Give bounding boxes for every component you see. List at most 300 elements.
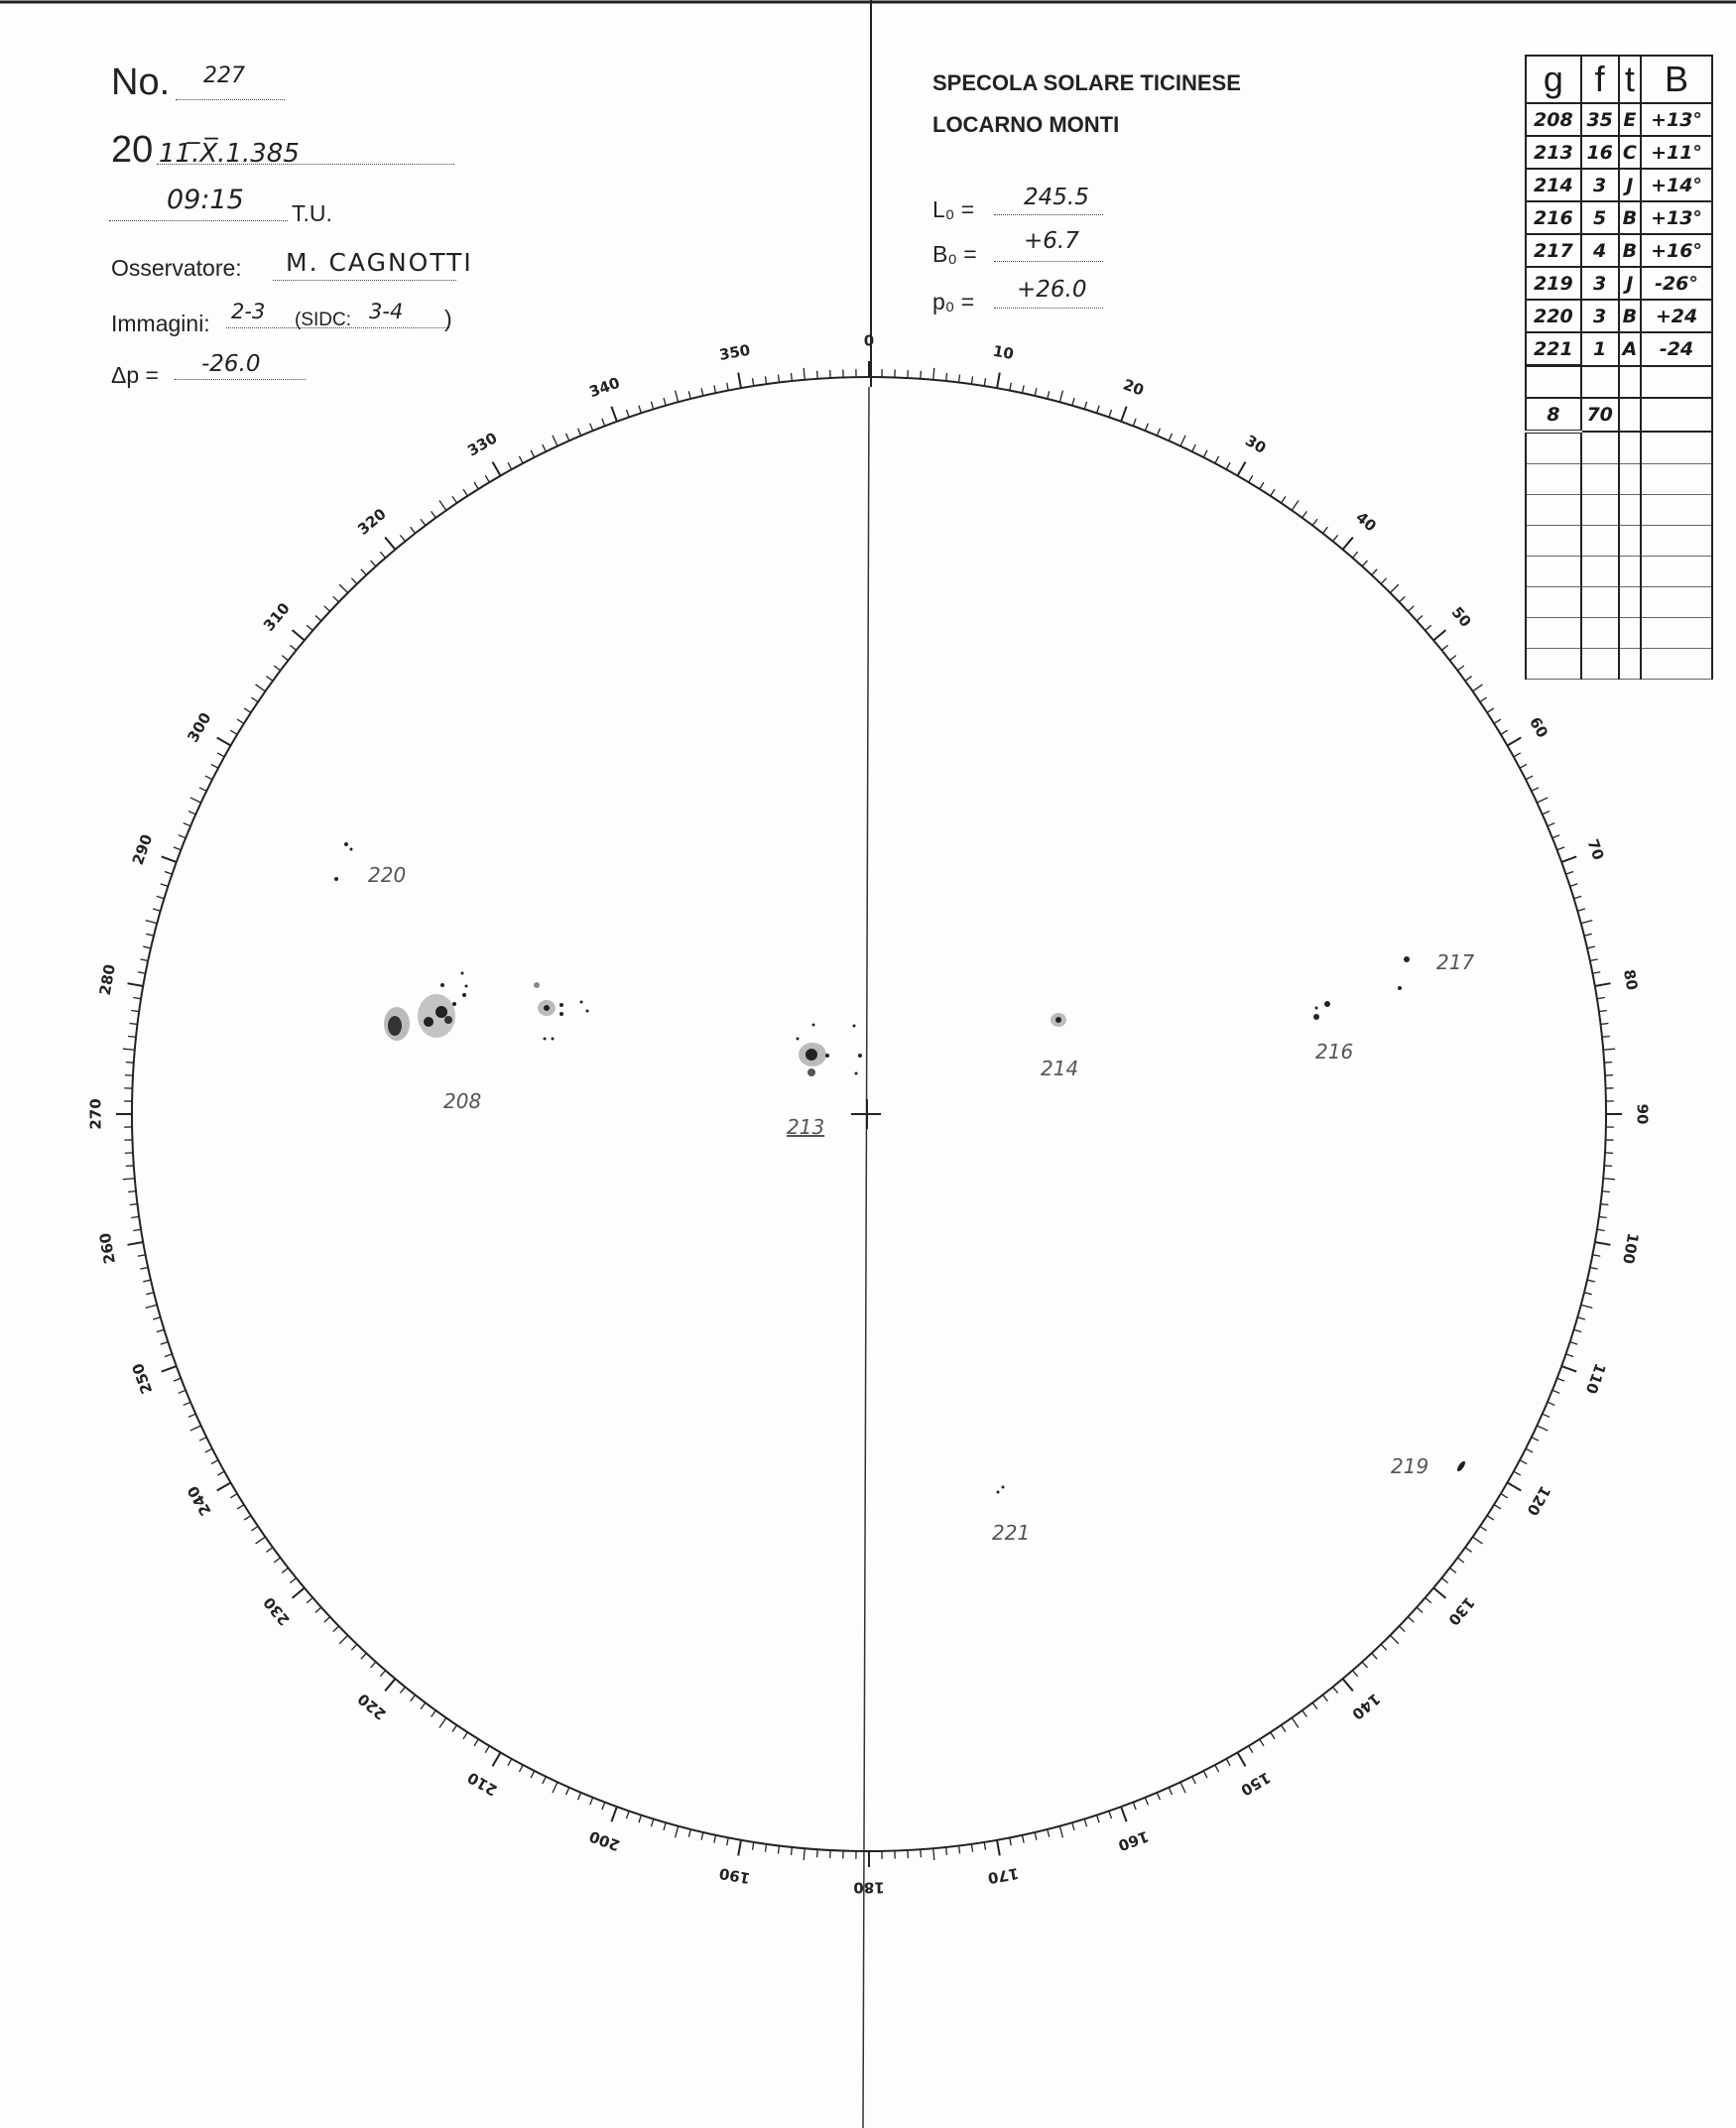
degree-tick [282, 656, 288, 661]
degree-label: 310 [259, 599, 294, 635]
degree-tick [351, 1644, 357, 1650]
degree-tick [123, 1179, 135, 1180]
degree-tick [1238, 1752, 1246, 1766]
degree-tick [130, 1204, 138, 1205]
degree-tick [188, 1414, 195, 1417]
cell-t: J [1619, 267, 1641, 300]
cell-b: +14° [1641, 169, 1712, 201]
degree-label: 100 [1619, 1231, 1643, 1266]
degree-tick [1352, 552, 1357, 558]
degree-tick [714, 1835, 716, 1843]
col-header-t: t [1619, 56, 1641, 103]
degree-tick [933, 1848, 934, 1860]
degree-tick [1543, 812, 1550, 814]
sunspot-group-221-marks [997, 1486, 1005, 1494]
sidc-value: 3-4 [369, 300, 404, 323]
degree-tick [1473, 685, 1483, 691]
degree-tick [290, 1578, 296, 1583]
degree-tick [1312, 519, 1317, 525]
l0-value: 245.5 [1024, 185, 1089, 210]
degree-tick [971, 1844, 972, 1852]
degree-tick [553, 1782, 558, 1793]
observatory-location: LOCARNO MONTI [932, 112, 1120, 137]
degree-tick [315, 615, 321, 620]
degree-tick [1494, 719, 1501, 723]
degree-tick [1473, 1537, 1483, 1544]
degree-label: 280 [95, 962, 119, 997]
cell-g: 220 [1526, 300, 1581, 332]
degree-tick [1587, 946, 1595, 948]
degree-tick [1487, 708, 1494, 712]
degree-tick [1441, 1578, 1447, 1583]
degree-tick [179, 835, 186, 838]
degree-tick [130, 1023, 138, 1024]
degree-tick [1441, 645, 1447, 650]
degree-tick [184, 823, 190, 826]
degree-tick [1599, 1216, 1607, 1217]
degree-label: 50 [1447, 603, 1475, 631]
degree-tick [946, 1847, 947, 1855]
degree-tick [293, 630, 305, 640]
degree-tick [1602, 1191, 1610, 1192]
cell-f: 3 [1581, 300, 1619, 332]
degree-tick [1584, 1293, 1592, 1295]
degree-tick [1133, 419, 1136, 426]
degree-tick [1557, 1378, 1564, 1381]
group-label-214: 214 [1041, 1057, 1079, 1080]
degree-tick [1557, 847, 1564, 850]
degree-tick [432, 1710, 436, 1716]
table-row [1526, 332, 1712, 366]
degree-tick [1390, 1635, 1398, 1643]
degree-tick [1577, 1317, 1585, 1319]
cell-b: +24 [1641, 300, 1712, 332]
cell-g: 219 [1526, 267, 1581, 300]
degree-tick [380, 552, 385, 558]
cell-g: 216 [1526, 201, 1581, 234]
degree-tick [140, 959, 148, 961]
degree-tick [133, 998, 141, 999]
table-row-blank [1526, 618, 1712, 649]
degree-tick [131, 1216, 139, 1217]
degree-tick [1203, 450, 1207, 457]
degree-tick [997, 1840, 1000, 1856]
degree-tick [1372, 569, 1377, 575]
degree-tick [244, 708, 251, 712]
degree-tick [174, 847, 181, 850]
table-row [1526, 169, 1712, 201]
group-summary-table [1525, 55, 1713, 680]
degree-tick [1532, 1438, 1539, 1441]
degree-tick [1603, 1049, 1615, 1050]
degree-tick [1010, 383, 1012, 391]
b0-label: B₀ = [932, 241, 977, 267]
sunspot-group-208-east-marks [534, 982, 589, 1041]
degree-tick [351, 578, 357, 584]
degree-tick [315, 1607, 321, 1612]
degree-tick [179, 1390, 186, 1393]
degree-tick [1507, 1483, 1521, 1491]
degree-tick [282, 1567, 288, 1572]
degree-tick [1362, 1662, 1367, 1668]
degree-tick [205, 1448, 212, 1452]
degree-tick [578, 1793, 581, 1800]
degree-tick [1022, 385, 1024, 393]
degree-tick [1097, 406, 1099, 414]
sidc-label: (SIDC: [295, 310, 351, 330]
degree-tick [143, 946, 151, 948]
degree-tick [188, 812, 195, 814]
degree-tick [211, 1460, 218, 1464]
degree-tick [1597, 1229, 1605, 1230]
degree-tick [1381, 578, 1387, 584]
degree-tick [1192, 444, 1196, 451]
degree-tick [1169, 1788, 1172, 1795]
degree-tick [639, 1815, 641, 1823]
degree-tick [432, 511, 436, 517]
degree-tick [676, 1826, 679, 1838]
degree-tick [1399, 596, 1405, 602]
observer-value: M. CAGNOTTI [286, 248, 473, 277]
cell-f: 16 [1581, 136, 1619, 169]
degree-tick [307, 1597, 312, 1602]
table-row-blank [1526, 366, 1712, 399]
degree-tick [1226, 1759, 1230, 1766]
degree-tick [1501, 1494, 1508, 1498]
degree-tick [411, 527, 416, 533]
degree-tick [519, 1765, 523, 1772]
degree-tick [1599, 1010, 1607, 1011]
degree-tick [157, 896, 165, 898]
degree-tick [324, 1617, 330, 1622]
time-value: 09:15 [167, 185, 244, 215]
table-row-blank [1526, 464, 1712, 495]
degree-tick [217, 1483, 231, 1491]
degree-tick [174, 1378, 181, 1381]
table-row [1526, 267, 1712, 300]
degree-tick [161, 1342, 169, 1344]
degree-label: 300 [184, 709, 215, 746]
cell-t: B [1619, 300, 1641, 332]
observer-label: Osservatore: [111, 255, 242, 281]
degree-tick [1426, 625, 1431, 630]
degree-label: 70 [1583, 836, 1608, 863]
degree-tick [1010, 1837, 1012, 1845]
degree-tick [126, 1063, 134, 1064]
degree-tick [664, 398, 666, 406]
cell-t: J [1619, 169, 1641, 201]
degree-tick [1157, 1793, 1160, 1800]
degree-tick [1133, 1803, 1136, 1810]
degree-tick [217, 1471, 224, 1475]
degree-tick [1520, 764, 1527, 768]
degree-label: 80 [1619, 967, 1642, 992]
degree-tick [817, 371, 818, 379]
sunspot-group-214-marks [1051, 1013, 1066, 1027]
degree-tick [190, 798, 201, 803]
degree-tick [230, 1494, 237, 1498]
degree-tick [146, 1293, 154, 1295]
degree-tick [493, 462, 501, 476]
degree-label: 330 [464, 429, 501, 460]
degree-tick [1169, 434, 1172, 440]
degree-label: 190 [717, 1864, 752, 1888]
degree-tick [380, 1671, 385, 1677]
degree-tick [1145, 1798, 1148, 1805]
degree-tick [738, 1840, 741, 1856]
sunspot-group-216-marks [1313, 1001, 1330, 1020]
table-row-blank [1526, 526, 1712, 557]
degree-tick [590, 1798, 593, 1805]
degree-tick [463, 489, 467, 496]
degree-tick [244, 1516, 251, 1520]
degree-tick [1433, 1588, 1445, 1598]
degree-tick [1084, 1819, 1086, 1827]
group-label-220: 220 [368, 863, 407, 887]
degree-tick [1249, 475, 1253, 482]
degree-tick [1574, 896, 1582, 898]
degree-label: 320 [354, 504, 390, 539]
degree-tick [714, 385, 716, 393]
degree-tick [324, 606, 330, 611]
degree-tick [1592, 1255, 1600, 1257]
degree-tick [1532, 788, 1539, 792]
degree-tick [1537, 1426, 1548, 1431]
degree-tick [531, 450, 535, 457]
b0-value: +6.7 [1024, 228, 1079, 254]
degree-tick [753, 378, 754, 386]
degree-tick [1343, 1679, 1353, 1690]
degree-tick [385, 1679, 395, 1690]
degree-tick [1501, 730, 1508, 734]
degree-tick [1494, 1505, 1501, 1509]
degree-tick [804, 368, 805, 380]
degree-tick [1603, 1179, 1615, 1180]
degree-tick [566, 434, 569, 440]
degree-tick [1048, 1829, 1050, 1837]
degree-tick [1552, 835, 1559, 838]
degree-tick [1381, 1644, 1387, 1650]
degree-tick [1487, 1516, 1494, 1520]
degree-tick [485, 475, 489, 482]
degree-tick [452, 496, 456, 503]
sunspot-group-220-marks [334, 842, 353, 881]
degree-tick [256, 685, 266, 691]
degree-tick [439, 501, 446, 511]
observer-underline [273, 280, 456, 281]
images-value: 2-3 [231, 300, 266, 323]
degree-tick [162, 856, 177, 861]
degree-label: 340 [586, 373, 623, 402]
degree-tick [138, 972, 146, 974]
degree-tick [1226, 462, 1230, 469]
cell-b: +13° [1641, 201, 1712, 234]
degree-tick [217, 753, 224, 757]
degree-label: 10 [991, 341, 1016, 364]
degree-tick [1449, 1567, 1455, 1572]
degree-tick [1566, 1354, 1574, 1357]
degree-tick [1343, 538, 1353, 550]
degree-tick [485, 1746, 489, 1753]
degree-tick [651, 1819, 653, 1827]
degree-tick [1390, 584, 1398, 592]
degree-tick [566, 1788, 569, 1795]
degree-tick [140, 1267, 148, 1269]
degree-tick [1526, 776, 1533, 780]
images-underline [226, 327, 449, 328]
time-underline [109, 220, 288, 221]
degree-label: 120 [1523, 1482, 1554, 1519]
degree-tick [1543, 1414, 1550, 1417]
degree-tick [274, 666, 280, 671]
degree-tick [1417, 615, 1423, 620]
degree-tick [146, 1305, 158, 1308]
degree-label: 30 [1242, 431, 1270, 457]
degree-tick [1604, 1063, 1612, 1064]
sunspot-group-219-marks [1456, 1460, 1467, 1473]
degree-tick [1260, 1739, 1264, 1746]
degree-tick [1408, 606, 1414, 611]
number-label: No. [111, 62, 171, 103]
degree-label: 40 [1352, 508, 1380, 536]
degree-tick [791, 1847, 792, 1855]
degree-tick [553, 436, 558, 446]
degree-label: 20 [1120, 375, 1147, 400]
group-label-208: 208 [443, 1089, 482, 1113]
degree-tick [765, 1844, 766, 1852]
table-total-row [1526, 398, 1712, 432]
degree-tick [400, 1687, 405, 1692]
degree-tick [543, 444, 547, 451]
degree-tick [1577, 909, 1585, 911]
degree-tick [146, 934, 154, 936]
degree-tick [217, 738, 231, 746]
year-prefix: 20 [111, 129, 154, 171]
degree-tick [1526, 1448, 1533, 1452]
degree-tick [165, 1354, 173, 1357]
total-b [1641, 398, 1712, 432]
degree-tick [1260, 482, 1264, 489]
degree-tick [946, 373, 947, 381]
observatory-name: SPECOLA SOLARE TICINESE [932, 70, 1241, 95]
table-row-blank [1526, 587, 1712, 618]
degree-tick [400, 535, 405, 541]
degree-tick [1449, 656, 1455, 661]
group-label-221: 221 [992, 1521, 1031, 1545]
delta-p-underline [175, 379, 306, 380]
degree-tick [1192, 1777, 1196, 1784]
degree-tick [1566, 871, 1574, 874]
cell-b: +13° [1641, 103, 1712, 136]
degree-tick [162, 1366, 177, 1371]
degree-tick [921, 1849, 922, 1857]
cell-f: 3 [1581, 267, 1619, 300]
cell-b: +11° [1641, 136, 1712, 169]
cell-f: 35 [1581, 103, 1619, 136]
degree-tick [778, 1845, 779, 1853]
degree-tick [184, 1402, 190, 1405]
total-g: 8 [1526, 398, 1581, 432]
cell-t: A [1619, 332, 1641, 366]
degree-tick [1302, 1710, 1307, 1716]
table-row [1526, 103, 1712, 136]
degree-tick [256, 1537, 266, 1544]
degree-tick [1552, 1390, 1559, 1393]
degree-tick [765, 376, 766, 384]
degree-tick [385, 538, 395, 550]
time-unit: T.U. [292, 200, 332, 226]
degree-tick [1595, 1242, 1611, 1245]
degree-tick [1281, 496, 1285, 503]
degree-tick [611, 407, 616, 422]
degree-tick [1590, 1267, 1598, 1269]
degree-tick [531, 1771, 535, 1778]
degree-label: 200 [586, 1826, 623, 1855]
degree-tick [1597, 998, 1605, 999]
degree-tick [1574, 1329, 1582, 1331]
degree-tick [128, 983, 144, 986]
degree-tick [1581, 921, 1593, 924]
cell-f: 3 [1581, 169, 1619, 201]
degree-tick [933, 368, 934, 380]
degree-label: 250 [128, 1360, 157, 1397]
degree-tick [1561, 1366, 1576, 1371]
degree-tick [128, 1242, 144, 1245]
degree-tick [1035, 388, 1037, 396]
date-value: 11.̅X̅.1.385 [159, 139, 300, 169]
degree-tick [1292, 1718, 1299, 1728]
sidc-close: ) [444, 306, 452, 331]
sunspot-group-217-marks [1398, 956, 1410, 990]
table-row-blank [1526, 495, 1712, 526]
degree-tick [274, 1558, 280, 1563]
degree-tick [1433, 630, 1445, 640]
degree-tick [237, 1505, 244, 1509]
col-header-f: f [1581, 56, 1619, 103]
degree-tick [452, 1725, 456, 1732]
degree-tick [493, 1752, 501, 1766]
cell-b: -26° [1641, 267, 1712, 300]
degree-tick [688, 391, 690, 399]
degree-tick [1561, 856, 1576, 861]
l0-label: L₀ = [932, 196, 975, 222]
cell-f: 1 [1581, 332, 1619, 366]
cell-t: B [1619, 234, 1641, 267]
degree-tick [1109, 410, 1112, 418]
table-row [1526, 234, 1712, 267]
degree-tick [1271, 1732, 1275, 1739]
degree-tick [1322, 1694, 1327, 1700]
degree-tick [1352, 1671, 1357, 1677]
degree-tick [1592, 972, 1600, 974]
degree-tick [333, 596, 339, 602]
degree-label: 60 [1526, 713, 1552, 741]
degree-tick [1417, 1607, 1423, 1612]
date-underline [157, 164, 454, 165]
degree-tick [421, 1702, 426, 1708]
cell-t: B [1619, 201, 1641, 234]
degree-tick [1480, 697, 1487, 701]
degree-tick [266, 677, 272, 682]
degree-tick [411, 1694, 416, 1700]
degree-label: 230 [259, 1593, 294, 1629]
degree-tick [1595, 983, 1611, 986]
degree-tick [1157, 429, 1160, 436]
degree-tick [602, 1803, 605, 1810]
degree-tick [190, 1426, 201, 1431]
degree-label: 260 [95, 1231, 119, 1266]
degree-tick [1271, 489, 1275, 496]
